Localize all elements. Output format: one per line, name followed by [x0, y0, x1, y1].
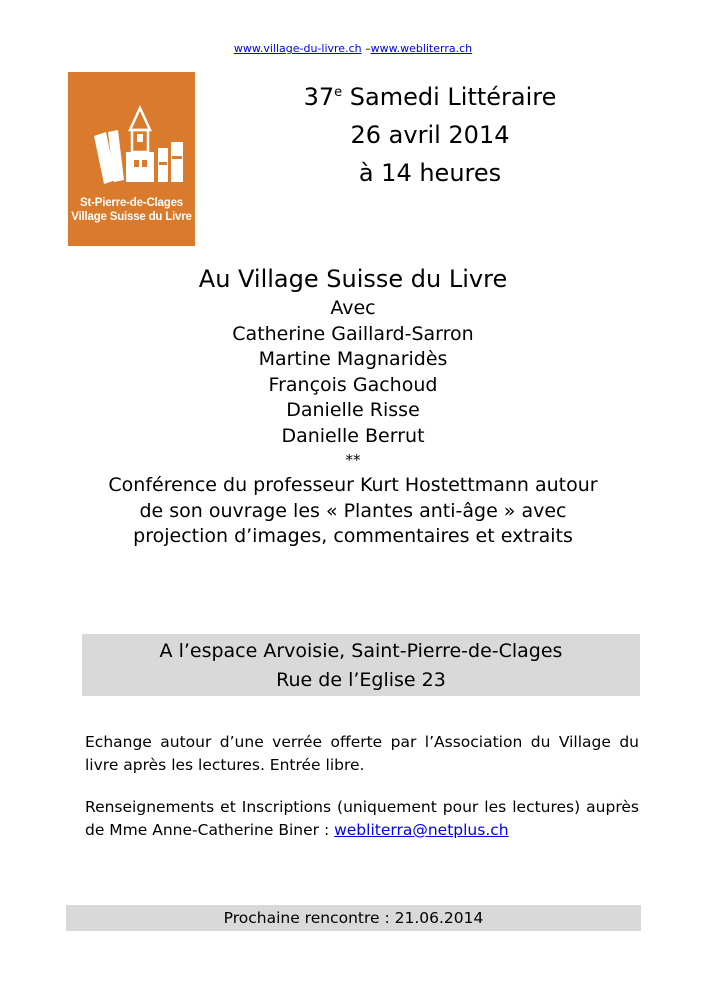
separator-stars: **: [345, 451, 361, 469]
with-label: Avec: [330, 297, 376, 319]
village-du-livre-link[interactable]: www.village-du-livre.ch: [233, 42, 362, 55]
location-box: [82, 634, 640, 696]
author-item: Danielle Risse: [286, 399, 420, 421]
location-line-2: Rue de l’Eglise 23: [276, 669, 446, 691]
event-number: 37: [303, 83, 335, 111]
authors-list: [40, 296, 666, 449]
program-block: [40, 262, 666, 550]
venue-title: Au Village Suisse du Livre: [198, 265, 508, 293]
conference-line: projection d’images, commentaires et extraits: [133, 525, 573, 547]
link-separator: –: [361, 42, 371, 55]
event-number-suffix: e: [334, 85, 343, 100]
author-item: François Gachoud: [268, 373, 438, 396]
event-time: à 14 heures: [358, 159, 502, 187]
registration-paragraph: [85, 796, 639, 842]
location-line-1: A l’espace Arvoisie, Saint-Pierre-de-Clages: [159, 640, 563, 662]
webliterra-link[interactable]: www.webliterra.ch: [370, 42, 473, 55]
top-links: [0, 42, 706, 56]
registration-text: Renseignements et Inscriptions (uniquement pour les lectures) auprès de Mme Anne-Catherine Biner :: [85, 798, 639, 839]
email-link[interactable]: webliterra@netplus.ch: [334, 821, 509, 839]
conference-description: [40, 473, 666, 550]
logo-line-2: Village Suisse du Livre: [71, 211, 192, 223]
conference-line: de son ouvrage les « Plantes anti-âge » avec: [139, 499, 567, 522]
conference-line: Conférence du professeur Kurt Hostettmann autour: [108, 474, 598, 496]
reception-paragraph: Echange autour d’une verrée offerte par l’Association du Village du livre après les lectures. Entrée libre.: [85, 733, 639, 774]
next-meeting-box: Prochaine rencontre : 21.06.2014: [66, 905, 641, 931]
event-title-rest: Samedi Littéraire: [342, 83, 557, 111]
logo-line-1: St-Pierre-de-Clages: [80, 197, 183, 209]
village-logo: [68, 72, 195, 246]
headline: [230, 78, 630, 192]
event-date: 26 avril 2014: [350, 121, 510, 149]
event-title: [230, 78, 630, 116]
author-item: Martine Magnaridès: [258, 348, 448, 370]
author-item: Catherine Gaillard-Sarron: [232, 322, 474, 345]
author-item: Danielle Berrut: [281, 424, 425, 447]
